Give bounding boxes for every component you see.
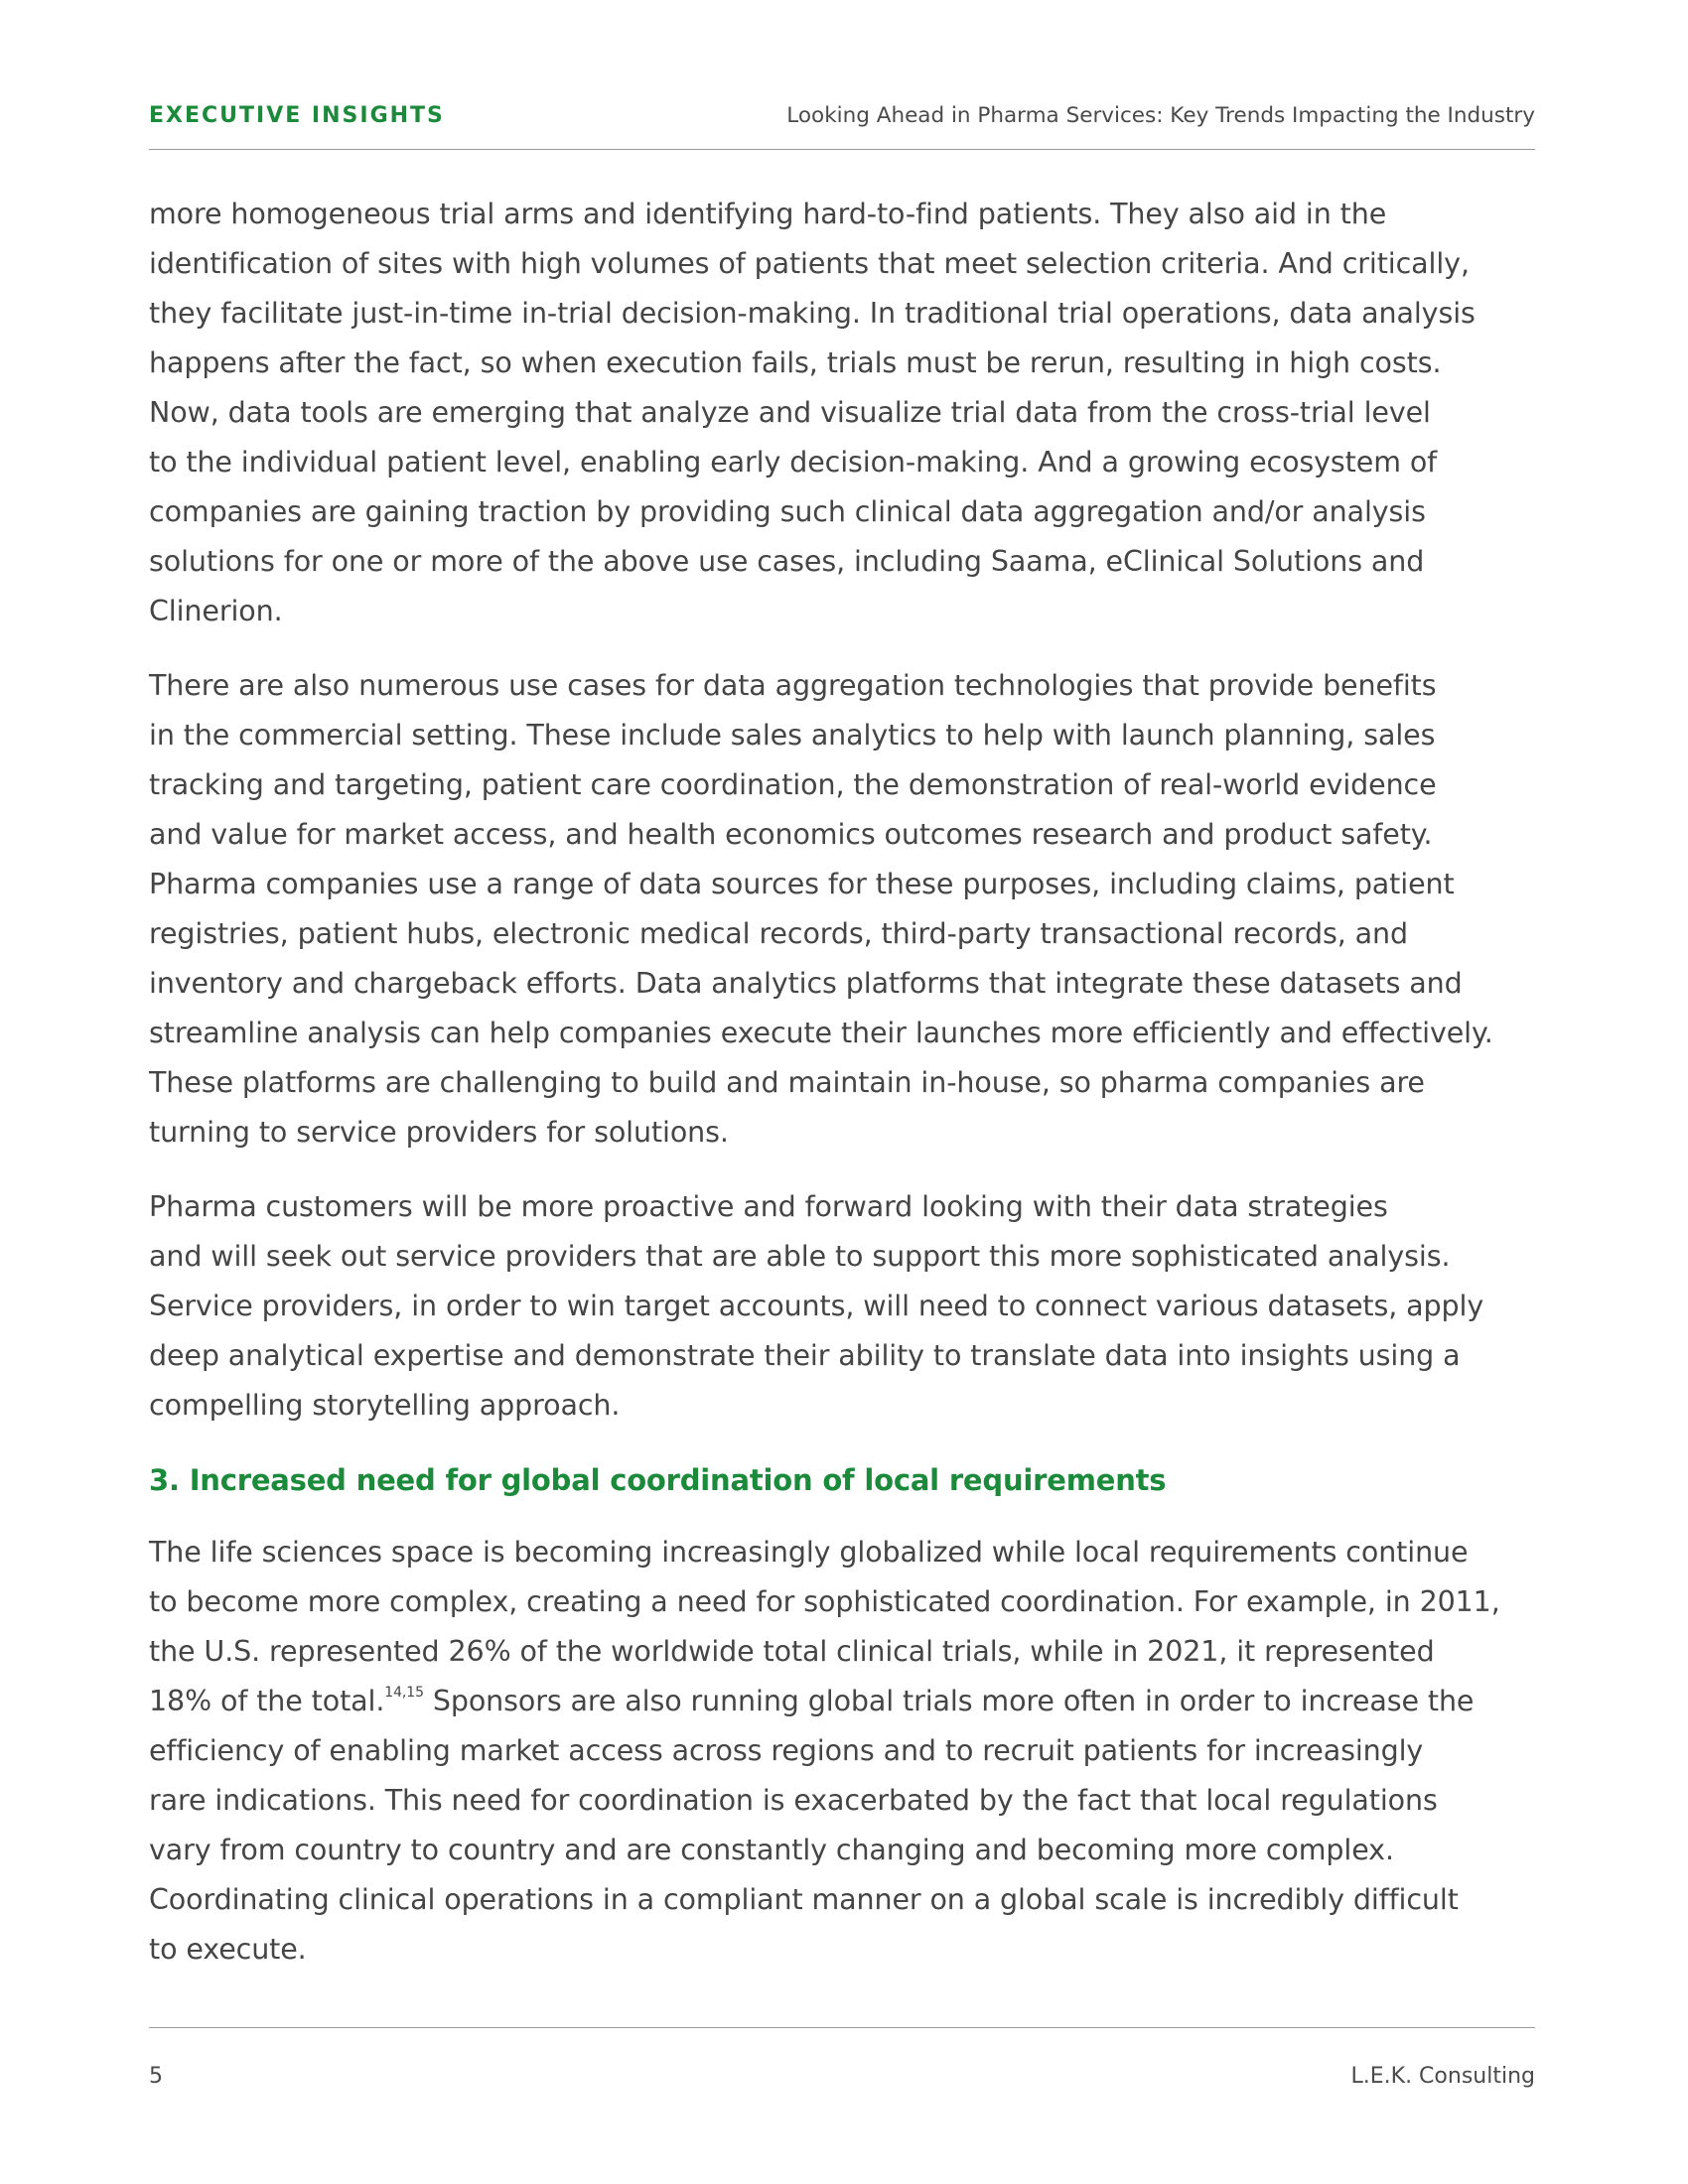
text-line: Clinerion. [149, 595, 283, 627]
text-line: inventory and chargeback efforts. Data analytics platforms that integrate these datasets and [149, 967, 1463, 1000]
text-line: identification of sites with high volumes of patients that meet selection criteria. And critically, [149, 247, 1470, 280]
text-line: rare indications. This need for coordination is exacerbated by the fact that local regulations [149, 1784, 1438, 1817]
paragraph-2 [149, 661, 1535, 1158]
document-title: Looking Ahead in Pharma Services: Key Trends Impacting the Industry [786, 103, 1535, 128]
text-line: to the individual patient level, enabling early decision-making. And a growing ecosystem of [149, 446, 1438, 478]
text-line: Service providers, in order to win target accounts, will need to connect various datasets, apply [149, 1290, 1484, 1322]
page-number: 5 [149, 2064, 163, 2089]
text-line: happens after the fact, so when execution fails, trials must be rerun, resulting in high costs. [149, 346, 1442, 379]
page-header [149, 99, 1535, 150]
footer-brand: L.E.K. Consulting [1350, 2064, 1535, 2089]
text-segment: 18% of the total. [149, 1685, 385, 1717]
body-content [149, 190, 1535, 1999]
text-line: in the commercial setting. These include sales analytics to help with launch planning, sales [149, 719, 1436, 751]
text-line: The life sciences space is becoming increasingly globalized while local requirements continue [149, 1536, 1469, 1569]
text-line: and will seek out service providers that are able to support this more sophisticated analysis. [149, 1240, 1451, 1273]
text-line: There are also numerous use cases for data aggregation technologies that provide benefits [149, 669, 1437, 702]
text-line: vary from country to country and are constantly changing and becoming more complex. [149, 1834, 1394, 1866]
text-line: These platforms are challenging to build and maintain in-house, so pharma companies are [149, 1066, 1425, 1099]
text-line: Pharma customers will be more proactive and forward looking with their data strategies [149, 1190, 1388, 1223]
text-line: streamline analysis can help companies execute their launches more efficiently and effectively. [149, 1017, 1493, 1049]
text-line: compelling storytelling approach. [149, 1389, 621, 1422]
footnote-reference: 14,15 [384, 1685, 424, 1701]
text-line: tracking and targeting, patient care coordination, the demonstration of real-world evidence [149, 768, 1437, 801]
text-line: they facilitate just-in-time in-trial decision-making. In traditional trial operations, data analysis [149, 297, 1476, 330]
paragraph-1 [149, 190, 1535, 636]
paragraph-3 [149, 1182, 1535, 1431]
text-line: deep analytical expertise and demonstrate their ability to translate data into insights using a [149, 1339, 1461, 1372]
section-heading: 3. Increased need for global coordination of local requirements [149, 1463, 1167, 1497]
text-segment: Sponsors are also running global trials more often in order to increase the [423, 1685, 1475, 1717]
text-line: efficiency of enabling market access across regions and to recruit patients for increasingly [149, 1734, 1424, 1767]
text-line: Pharma companies use a range of data sources for these purposes, including claims, patient [149, 868, 1455, 900]
section-label: EXECUTIVE INSIGHTS [149, 103, 445, 128]
text-line: and value for market access, and health economics outcomes research and product safety. [149, 818, 1433, 851]
text-line: Now, data tools are emerging that analyze and visualize trial data from the cross-trial level [149, 396, 1431, 429]
text-line: turning to service providers for solutions. [149, 1116, 729, 1149]
paragraph-4 [149, 1528, 1535, 1975]
text-line: to become more complex, creating a need for sophisticated coordination. For example, in 2011, [149, 1585, 1500, 1618]
text-line: solutions for one or more of the above use cases, including Saama, eClinical Solutions and [149, 545, 1425, 578]
text-line: Coordinating clinical operations in a compliant manner on a global scale is incredibly difficult [149, 1883, 1459, 1916]
text-line: companies are gaining traction by providing such clinical data aggregation and/or analysis [149, 495, 1426, 528]
page-footer [149, 2027, 1535, 2089]
text-line-with-footnote [149, 1677, 1535, 1726]
text-line: the U.S. represented 26% of the worldwide total clinical trials, while in 2021, it represented [149, 1635, 1435, 1668]
text-line: more homogeneous trial arms and identifying hard-to-find patients. They also aid in the [149, 198, 1387, 230]
text-line: registries, patient hubs, electronic medical records, third-party transactional records, and [149, 917, 1408, 950]
document-page [149, 0, 1535, 2184]
text-line: to execute. [149, 1933, 307, 1966]
